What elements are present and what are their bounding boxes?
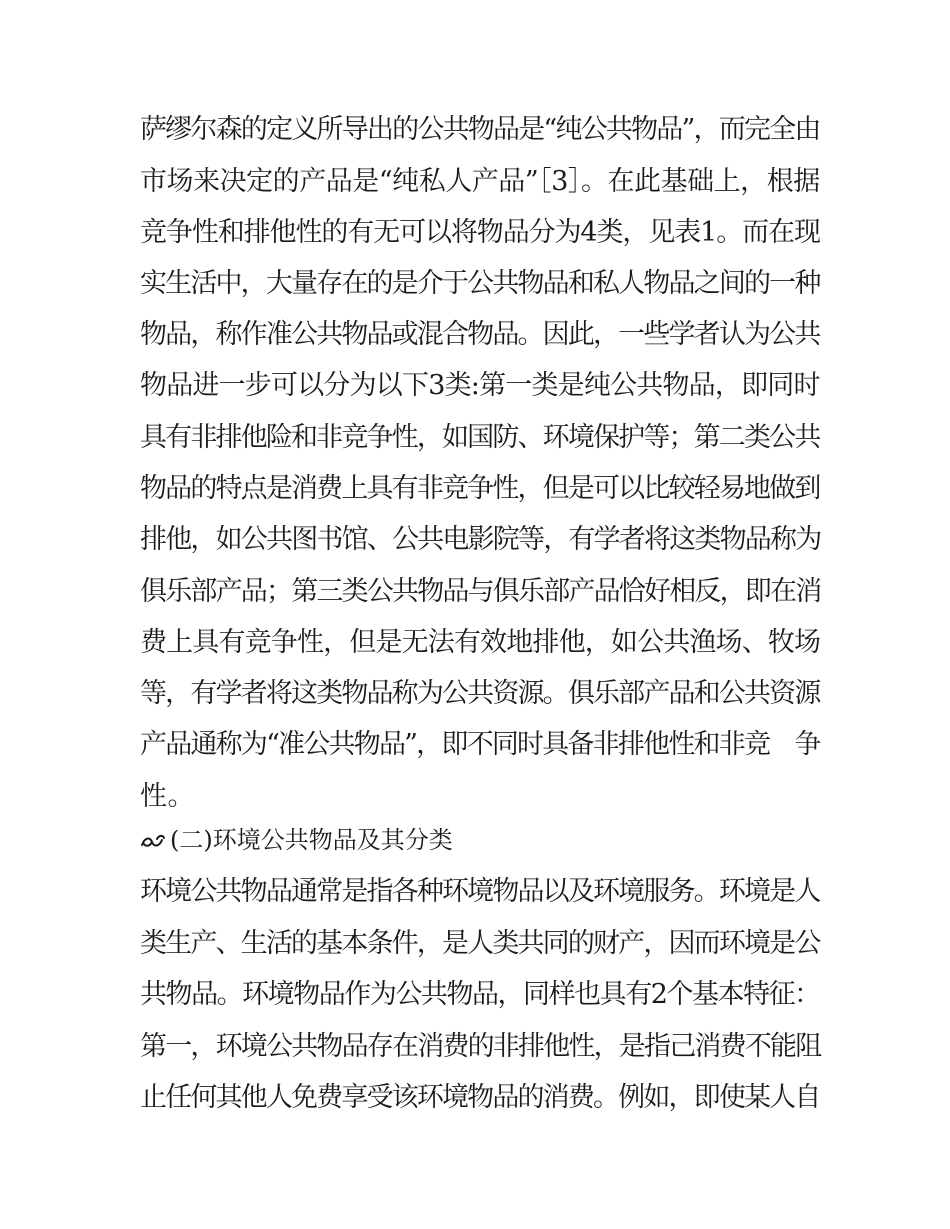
text-line: 止任何其他人免费享受该环境物品的消费。例如，即使某人自 [140,1082,820,1113]
text-line: 费上具有竞争性，但是无法有效地排他，如公共渔场、牧场 [140,627,821,658]
section-heading [140,823,453,860]
text-line: 实生活中，大量存在的是介于公共物品和私人物品之间的一种 [140,268,820,299]
text-line: 第一，环境公共物品存在消费的非排他性，是指己消费不能阻 [140,1031,821,1062]
text-line: 具有非排他险和非竞争性，如国防、环境保护等；第二类公共 [140,422,820,453]
text-line: 排他，如公共图书馆、公共电影院等，有学者将这类物品称为 [140,524,821,555]
text-line: 性。 [140,781,195,812]
text-line: 共物品。环境物品作为公共物品，同样也具有2个基本特征： [140,979,820,1010]
text-line: 竞争性和排他性的有无可以将物品分为4类，见表1。而在现 [140,217,820,248]
text-line: 等，有学者将这类物品称为公共资源。俱乐部产品和公共资源 [140,678,820,709]
text-line: 物品的特点是消费上具有非竞争性，但是可以比较轻易地做到 [140,473,820,504]
text-line: 类生产、生活的基本条件，是人类共同的财产，因而环境是公 [140,928,820,959]
text-line: 俱乐部产品；第三类公共物品与俱乐部产品恰好相反，即在消 [140,576,821,607]
text-line: 物品进一步可以分为以下3类:第一类是纯公共物品，即同时 [140,370,820,401]
ornament-icon [140,826,166,860]
text-line: 产品通称为“准公共物品”，即不同时具备非排他性和非竞 争 [140,729,820,760]
text-line: 物品，称作准公共物品或混合物品。因此，一些学者认为公共 [140,319,820,350]
text-line: 环境公共物品通常是指各种环境物品以及环境服务。环境是人 [140,876,820,907]
section-heading-text: (二)环境公共物品及其分类 [170,826,453,854]
text-line: 萨缪尔森的定义所导出的公共物品是“纯公共物品”，而完全由 [140,114,820,145]
text-line: 市场来决定的产品是“纯私人产品”［3］。在此基础上，根据 [140,166,820,197]
